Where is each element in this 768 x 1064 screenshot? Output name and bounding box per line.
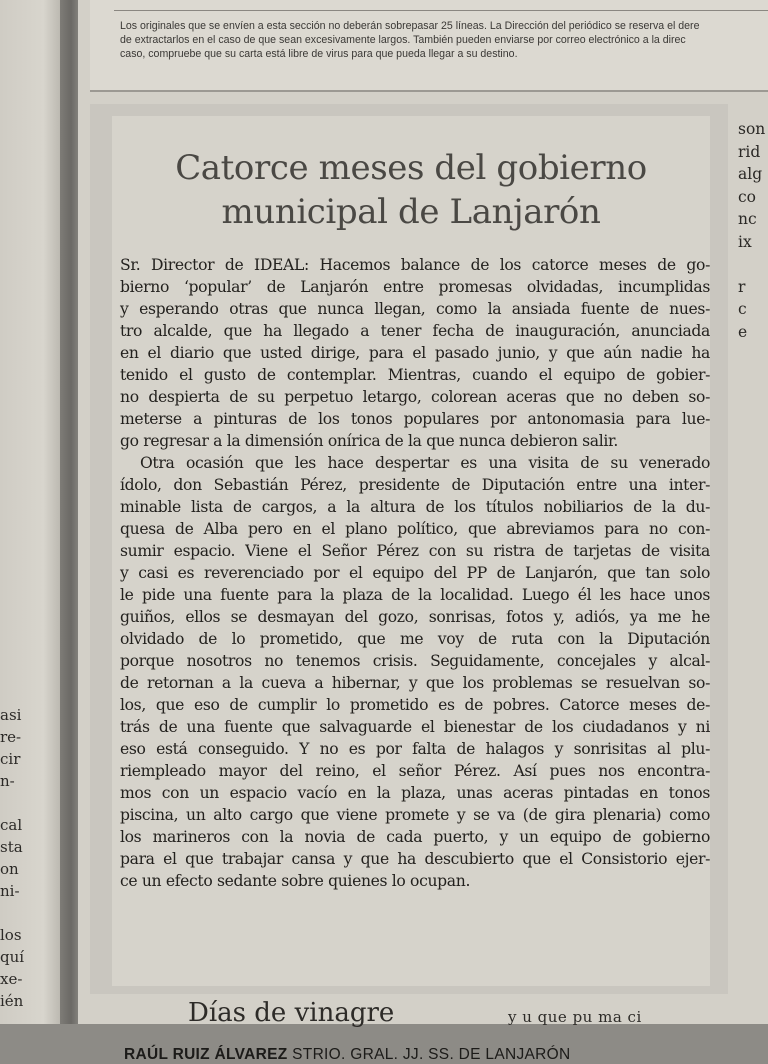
body-line: guiños, ellos se desmayan del gozo, sonrisas, fotos y, adiós, ya me he bbox=[120, 608, 710, 626]
body-line: bierno ‘popular’ de Lanjarón entre promesas olvidadas, incumplidas bbox=[120, 278, 710, 296]
left-column-fragment bbox=[0, 704, 62, 1012]
fragment-line: ién bbox=[0, 992, 24, 1010]
body-line: en el diario que usted dirige, para el pasado junio, y que aún nadie ha bbox=[120, 344, 710, 362]
body-line: tro alcalde, que ha llegado a tener fecha de inauguración, anunciada bbox=[120, 322, 710, 340]
newspaper-page bbox=[78, 0, 768, 1063]
fragment-line bbox=[0, 792, 62, 814]
fragment-line bbox=[738, 253, 768, 276]
body-line: meterse a pinturas de los tonos populares por antonomasia para lue- bbox=[120, 410, 710, 428]
fragment-line: e bbox=[738, 322, 748, 341]
notice-top-rule bbox=[114, 10, 768, 11]
body-line: Sr. Director de IDEAL: Hacemos balance de los catorce meses de go- bbox=[120, 256, 710, 274]
headline-line: Catorce meses del gobierno bbox=[175, 148, 647, 188]
letter-signature bbox=[124, 1046, 570, 1064]
body-line: piscina, un alto cargo que viene promete y se va (de gira plenaria) como bbox=[120, 806, 710, 824]
letter-panel bbox=[112, 116, 710, 986]
fragment-line: ix bbox=[738, 232, 752, 251]
letter-body bbox=[120, 254, 710, 892]
fragment-line: nc bbox=[738, 210, 757, 228]
fragment-line: co bbox=[738, 187, 757, 206]
letters-notice-text bbox=[120, 19, 768, 61]
fragment-line bbox=[0, 902, 62, 924]
body-line: ídolo, don Sebastián Pérez, presidente de Diputación entre una inter- bbox=[120, 476, 710, 494]
body-line: go regresar a la dimensión onírica de la que nunca debieron salir. bbox=[120, 432, 618, 450]
fragment-line: son bbox=[738, 120, 766, 138]
body-line: ce un efecto sedante sobre quienes lo ocupan. bbox=[120, 872, 471, 890]
body-line: de retornan a la cueva a hibernar, y que los problemas se resuelvan so- bbox=[120, 674, 710, 692]
body-line: mos con un espacio vacío en la plaza, unas aceras pintadas en tonos bbox=[120, 784, 710, 802]
body-line: y casi es reverenciado por el equipo del PP de Lanjarón, que tan solo bbox=[120, 564, 710, 582]
fragment-line: rid bbox=[738, 142, 761, 161]
body-line: trás de una fuente que salvaguarde el bienestar de los ciudadanos y ni bbox=[120, 718, 710, 736]
fragment-line: xe- bbox=[0, 970, 23, 988]
body-line: porque nosotros no tenemos crisis. Seguidamente, concejales y alcal- bbox=[120, 652, 710, 670]
fragment-line: los bbox=[0, 926, 22, 944]
fragment-line: quí bbox=[0, 948, 25, 966]
fragment-line: re- bbox=[0, 728, 22, 746]
body-line: quesa de Alba pero en el plano político, que abreviamos para no con- bbox=[120, 520, 710, 538]
body-line: los, que eso de cumplir lo prometido es de pobres. Catorce meses de- bbox=[120, 696, 710, 714]
fragment-line: r bbox=[738, 277, 746, 296]
fragment-line: alg bbox=[738, 165, 763, 183]
body-line: eso está conseguido. Y no es por falta de halagos y sonrisitas al plu- bbox=[120, 740, 710, 758]
body-line: le pide una fuente para la plaza de la localidad. Luego él les hace unos bbox=[120, 586, 710, 604]
fragment-line: on bbox=[0, 860, 19, 878]
fragment-line: cal bbox=[0, 816, 23, 834]
right-column-fragment bbox=[738, 118, 768, 1018]
letters-notice-box bbox=[90, 0, 768, 92]
headline-line: municipal de Lanjarón bbox=[221, 192, 601, 232]
adjacent-page-left bbox=[0, 0, 62, 1024]
signature-name: RAÚL RUIZ ÁLVAREZ bbox=[124, 1046, 288, 1063]
body-line: olvidado de lo prometido, que me voy de ruta con la Diputación bbox=[120, 630, 710, 648]
notice-line: Los originales que se envíen a esta sección no deberán sobrepasar 25 líneas. La Dirección del periódico se reserva el dere bbox=[120, 20, 700, 32]
body-line: tenido el gusto de contemplar. Mientras, cuando el equipo de gobier- bbox=[120, 366, 710, 384]
fragment-line: c bbox=[738, 300, 747, 318]
notice-line: de extractarlos en el caso de que sean excesivamente largos. También pueden enviarse por correo electrónico a la direc bbox=[120, 34, 686, 46]
next-article-title: Días de vinagre bbox=[188, 998, 395, 1028]
fragment-line: cir bbox=[0, 750, 21, 768]
signature-title: STRIO. GRAL. JJ. SS. DE LANJARÓN bbox=[292, 1046, 571, 1063]
fragment-line: asi bbox=[0, 706, 22, 724]
body-line: sumir espacio. Viene el Señor Pérez con su ristra de tarjetas de visita bbox=[120, 542, 710, 560]
body-line: minable lista de cargos, a la altura de los títulos nobiliarios de la du- bbox=[120, 498, 710, 516]
letter-headline bbox=[112, 146, 710, 234]
body-line: y esperando otras que nunca llegan, como la ansiada fuente de nues- bbox=[120, 300, 710, 318]
body-line: para el que trabajar cansa y que ha descubierto que el Consistorio ejer- bbox=[120, 850, 710, 868]
body-line: Otra ocasión que les hace despertar es una visita de su venerado bbox=[140, 454, 710, 472]
next-article-fragment: y u que pu ma ci bbox=[508, 1008, 642, 1026]
fragment-line: ni- bbox=[0, 882, 20, 900]
notice-line: caso, compruebe que su carta está libre de virus para que pueda llegar a su destino. bbox=[120, 48, 518, 60]
fragment-line: sta bbox=[0, 838, 23, 856]
body-line: los marineros con la novia de cada puerto, y un equipo de gobierno bbox=[120, 828, 710, 846]
body-line: no despierta de su perpetuo letargo, colorean aceras que no deben so- bbox=[120, 388, 710, 406]
fragment-line: n- bbox=[0, 772, 15, 790]
body-line: riempleado mayor del reino, el señor Pérez. Así pues nos encontra- bbox=[120, 762, 710, 780]
